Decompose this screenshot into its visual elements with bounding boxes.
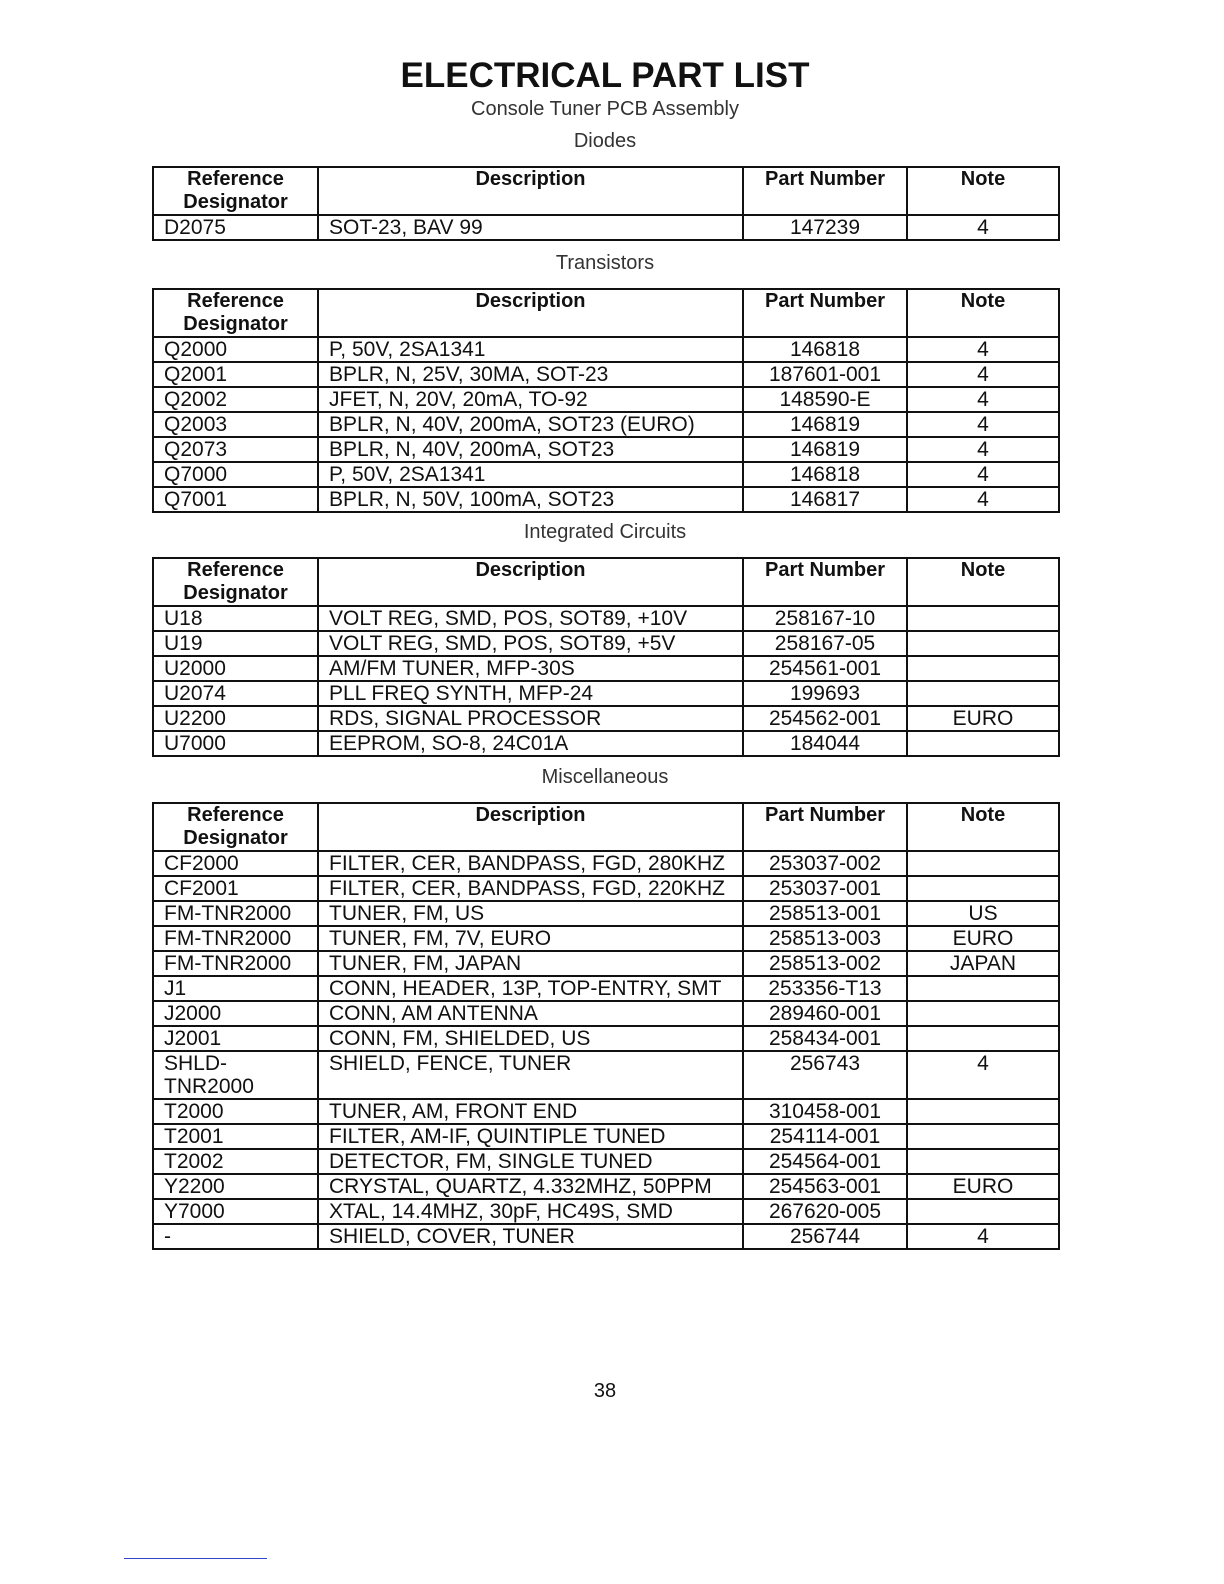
header-part-number: Part Number [743,803,907,851]
cell-part-number: 146818 [743,337,907,362]
header-description: Description [318,289,743,337]
parts-table-miscellaneous [152,802,1060,1250]
cell-reference-designator: J2001 [153,1026,318,1051]
table-row [153,901,1059,926]
cell-reference-designator: SHLD-TNR2000 [153,1051,318,1099]
header-reference-designator: Reference Designator [153,803,318,851]
table-row [153,487,1059,512]
cell-description: BPLR, N, 25V, 30MA, SOT-23 [318,362,743,387]
cell-description: JFET, N, 20V, 20mA, TO-92 [318,387,743,412]
cell-description: FILTER, CER, BANDPASS, FGD, 280KHZ [318,851,743,876]
cell-part-number: 258167-10 [743,606,907,631]
header-note: Note [907,167,1059,215]
header-reference-designator: Reference Designator [153,167,318,215]
page-title: ELECTRICAL PART LIST [400,56,810,95]
cell-description: TUNER, FM, US [318,901,743,926]
cell-reference-designator: CF2000 [153,851,318,876]
cell-note [907,631,1059,656]
cell-description: FILTER, AM-IF, QUINTIPLE TUNED [318,1124,743,1149]
cell-note [907,606,1059,631]
table-row [153,1174,1059,1199]
cell-reference-designator: U2000 [153,656,318,681]
cell-note: 4 [907,437,1059,462]
table-row [153,706,1059,731]
cell-description: SHIELD, FENCE, TUNER [318,1051,743,1099]
cell-part-number: 184044 [743,731,907,756]
cell-reference-designator: U18 [153,606,318,631]
cell-part-number: 187601-001 [743,362,907,387]
section-label-transistors: Transistors [555,252,655,274]
cell-note [907,1149,1059,1174]
cell-reference-designator: - [153,1224,318,1249]
cell-description: BPLR, N, 40V, 200mA, SOT23 (EURO) [318,412,743,437]
cell-reference-designator: Y2200 [153,1174,318,1199]
cell-reference-designator: T2002 [153,1149,318,1174]
cell-part-number: 146817 [743,487,907,512]
cell-part-number: 253356-T13 [743,976,907,1001]
table-row [153,631,1059,656]
header-reference-designator: Reference Designator [153,558,318,606]
cell-reference-designator: U7000 [153,731,318,756]
table-row [153,387,1059,412]
cell-reference-designator: Q2000 [153,337,318,362]
header-description: Description [318,558,743,606]
table-header-row [153,289,1059,337]
cell-note [907,851,1059,876]
cell-reference-designator: FM-TNR2000 [153,901,318,926]
table-header-row [153,803,1059,851]
table-row [153,951,1059,976]
cell-description: RDS, SIGNAL PROCESSOR [318,706,743,731]
table-row [153,215,1059,240]
cell-reference-designator: Q2003 [153,412,318,437]
table-row [153,1051,1059,1099]
cell-reference-designator: U19 [153,631,318,656]
cell-reference-designator: T2000 [153,1099,318,1124]
cell-part-number: 256743 [743,1051,907,1099]
cell-description: TUNER, AM, FRONT END [318,1099,743,1124]
header-part-number: Part Number [743,167,907,215]
table-row [153,362,1059,387]
cell-description: SHIELD, COVER, TUNER [318,1224,743,1249]
table-row [153,412,1059,437]
cell-note [907,656,1059,681]
header-description: Description [318,803,743,851]
table-header-row [153,167,1059,215]
cell-part-number: 253037-002 [743,851,907,876]
cell-note: EURO [907,706,1059,731]
table-row [153,337,1059,362]
cell-part-number: 258513-001 [743,901,907,926]
cell-part-number: 254114-001 [743,1124,907,1149]
table-row [153,1224,1059,1249]
cell-reference-designator: U2200 [153,706,318,731]
cell-description: BPLR, N, 50V, 100mA, SOT23 [318,487,743,512]
cell-description: CRYSTAL, QUARTZ, 4.332MHZ, 50PPM [318,1174,743,1199]
cell-part-number: 146819 [743,412,907,437]
table-row [153,1124,1059,1149]
header-part-number: Part Number [743,558,907,606]
cell-note: 4 [907,215,1059,240]
cell-part-number: 258434-001 [743,1026,907,1051]
table-row [153,437,1059,462]
cell-part-number: 256744 [743,1224,907,1249]
cell-description: P, 50V, 2SA1341 [318,462,743,487]
cell-description: VOLT REG, SMD, POS, SOT89, +10V [318,606,743,631]
cell-part-number: 147239 [743,215,907,240]
cell-note [907,1026,1059,1051]
cell-description: FILTER, CER, BANDPASS, FGD, 220KHZ [318,876,743,901]
page-number: 38 [593,1380,617,1402]
table-row [153,1026,1059,1051]
cell-description: TUNER, FM, 7V, EURO [318,926,743,951]
table-row [153,731,1059,756]
cell-reference-designator: FM-TNR2000 [153,926,318,951]
page-subtitle: Console Tuner PCB Assembly [471,98,739,120]
table-row [153,976,1059,1001]
cell-part-number: 254563-001 [743,1174,907,1199]
cell-description: CONN, AM ANTENNA [318,1001,743,1026]
header-part-number: Part Number [743,289,907,337]
section-label-diodes: Diodes [573,130,637,152]
cell-part-number: 254562-001 [743,706,907,731]
parts-table-transistors [152,288,1060,513]
cell-description: SOT-23, BAV 99 [318,215,743,240]
cell-note [907,681,1059,706]
table-row [153,1001,1059,1026]
cell-reference-designator: Q7000 [153,462,318,487]
cell-part-number: 253037-001 [743,876,907,901]
cell-part-number: 310458-001 [743,1099,907,1124]
cell-description: P, 50V, 2SA1341 [318,337,743,362]
header-note: Note [907,558,1059,606]
cell-note [907,1001,1059,1026]
header-note: Note [907,289,1059,337]
cell-note: EURO [907,926,1059,951]
cell-note: 4 [907,337,1059,362]
table-row [153,681,1059,706]
cell-reference-designator: Y7000 [153,1199,318,1224]
cell-part-number: 254564-001 [743,1149,907,1174]
cell-description: CONN, FM, SHIELDED, US [318,1026,743,1051]
cell-note: US [907,901,1059,926]
table-row [153,851,1059,876]
cell-reference-designator: Q7001 [153,487,318,512]
cell-part-number: 146819 [743,437,907,462]
cell-part-number: 289460-001 [743,1001,907,1026]
cell-reference-designator: U2074 [153,681,318,706]
header-reference-designator: Reference Designator [153,289,318,337]
table-row [153,656,1059,681]
cell-reference-designator: T2001 [153,1124,318,1149]
cell-description: CONN, HEADER, 13P, TOP-ENTRY, SMT [318,976,743,1001]
cell-reference-designator: J1 [153,976,318,1001]
cell-part-number: 254561-001 [743,656,907,681]
cell-reference-designator: Q2001 [153,362,318,387]
section-label-miscellaneous: Miscellaneous [541,766,669,788]
cell-note [907,1199,1059,1224]
cell-description: BPLR, N, 40V, 200mA, SOT23 [318,437,743,462]
table-header-row [153,558,1059,606]
cell-reference-designator: J2000 [153,1001,318,1026]
cell-description: PLL FREQ SYNTH, MFP-24 [318,681,743,706]
table-row [153,1149,1059,1174]
cell-note: 4 [907,362,1059,387]
cell-part-number: 148590-E [743,387,907,412]
table-row [153,1199,1059,1224]
table-row [153,1099,1059,1124]
parts-table-integrated-circuits [152,557,1060,757]
cell-note [907,1124,1059,1149]
cell-description: DETECTOR, FM, SINGLE TUNED [318,1149,743,1174]
cell-description: AM/FM TUNER, MFP-30S [318,656,743,681]
cell-note [907,731,1059,756]
cell-note: 4 [907,462,1059,487]
table-row [153,606,1059,631]
cell-part-number: 146818 [743,462,907,487]
cell-part-number: 258167-05 [743,631,907,656]
cell-reference-designator: Q2002 [153,387,318,412]
table-row [153,876,1059,901]
cell-part-number: 199693 [743,681,907,706]
parts-table-diodes [152,166,1060,241]
cell-reference-designator: CF2001 [153,876,318,901]
section-label-integrated-circuits: Integrated Circuits [523,521,687,543]
cell-part-number: 258513-002 [743,951,907,976]
cell-reference-designator: Q2073 [153,437,318,462]
cell-note: 4 [907,1224,1059,1249]
cell-description: VOLT REG, SMD, POS, SOT89, +5V [318,631,743,656]
cell-note: JAPAN [907,951,1059,976]
cell-note [907,1099,1059,1124]
table-row [153,926,1059,951]
footer-line [124,1558,267,1559]
cell-part-number: 267620-005 [743,1199,907,1224]
cell-note: 4 [907,387,1059,412]
cell-description: TUNER, FM, JAPAN [318,951,743,976]
cell-description: XTAL, 14.4MHZ, 30pF, HC49S, SMD [318,1199,743,1224]
cell-note: 4 [907,487,1059,512]
cell-note [907,876,1059,901]
cell-note [907,976,1059,1001]
cell-note: 4 [907,412,1059,437]
header-note: Note [907,803,1059,851]
cell-reference-designator: FM-TNR2000 [153,951,318,976]
cell-part-number: 258513-003 [743,926,907,951]
header-description: Description [318,167,743,215]
cell-note: EURO [907,1174,1059,1199]
cell-description: EEPROM, SO-8, 24C01A [318,731,743,756]
cell-note: 4 [907,1051,1059,1099]
cell-reference-designator: D2075 [153,215,318,240]
table-row [153,462,1059,487]
